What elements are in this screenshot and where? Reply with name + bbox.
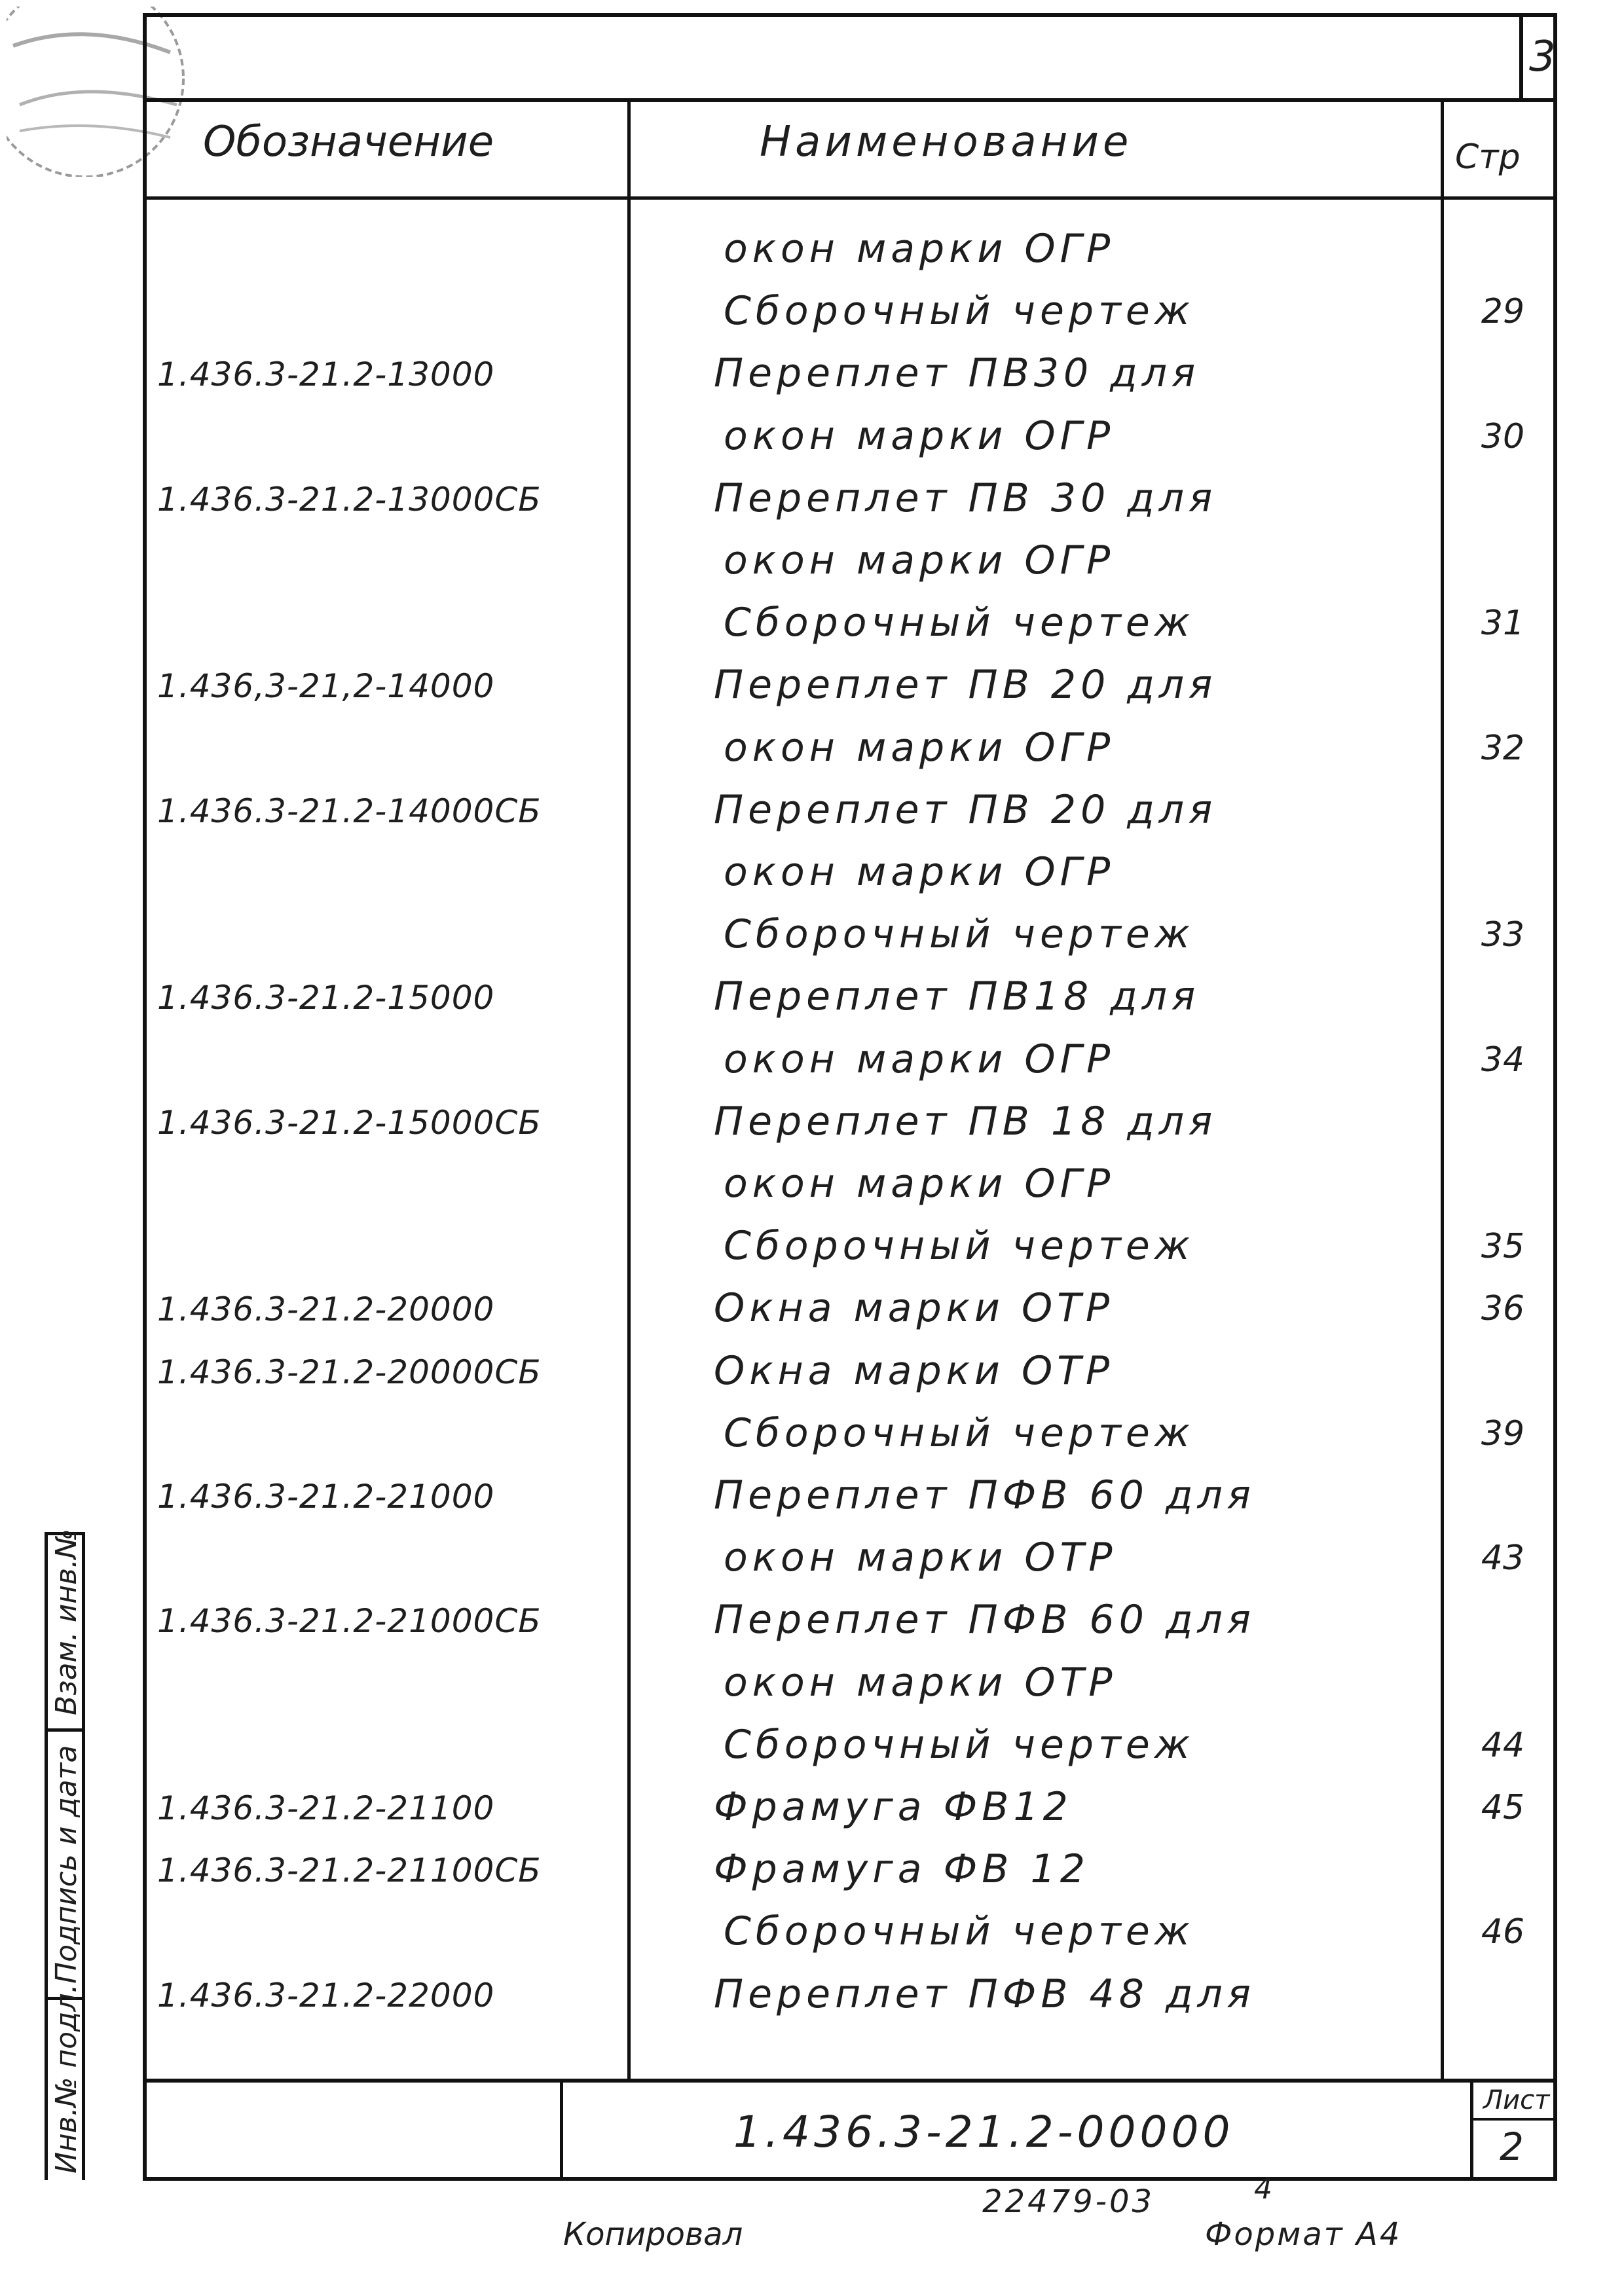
header-page: Стр xyxy=(1455,137,1521,177)
entry-name: Переплет ПВ 30 для xyxy=(714,475,1217,521)
entry-page: 34 xyxy=(1481,1040,1525,1080)
entry-name: окон марки ОГР xyxy=(724,413,1115,459)
title-block-bottom xyxy=(143,2177,1557,2181)
entry-code: 1.436.3-21.2-20000СБ xyxy=(157,1353,542,1391)
entry-code: 1.436.3-21.2-13000СБ xyxy=(157,481,542,519)
entry-page: 36 xyxy=(1481,1289,1525,1328)
entry-code: 1.436.3-21.2-15000 xyxy=(157,979,495,1017)
entry-code: 1.436.3-21.2-14000СБ xyxy=(157,792,542,830)
entry-name: Сборочный чертеж xyxy=(724,600,1194,646)
entry-page: 29 xyxy=(1481,292,1525,331)
corner-stamp xyxy=(7,7,203,177)
entry-name: Переплет ПВ 20 для xyxy=(714,787,1217,833)
entry-page: 43 xyxy=(1481,1539,1525,1578)
entry-name: окон марки ОГР xyxy=(724,538,1115,583)
entry-page: 44 xyxy=(1481,1726,1525,1765)
entry-name: Переплет ПФВ 60 для xyxy=(714,1472,1255,1518)
entry-page: 46 xyxy=(1481,1912,1525,1952)
footer-extra: 4 xyxy=(1254,2172,1272,2206)
footer-order-no: 22479-03 xyxy=(982,2183,1155,2220)
side-div-1 xyxy=(45,1728,85,1732)
entry-name: Сборочный чертеж xyxy=(724,1908,1194,1954)
side-strip-left xyxy=(45,1532,48,2180)
sheet-value: 2 xyxy=(1500,2124,1524,2169)
title-block-sheet-mid xyxy=(1470,2118,1555,2121)
entry-name: Переплет ПВ18 для xyxy=(714,974,1200,1019)
frame-left xyxy=(143,13,147,2082)
entry-name: окон марки ОГР xyxy=(724,849,1115,895)
footer-copied: Копировал xyxy=(563,2216,743,2253)
column-divider-2 xyxy=(1441,98,1444,2082)
entry-code: 1.436.3-21.2-21000СБ xyxy=(157,1602,542,1640)
entry-name: Сборочный чертеж xyxy=(724,1410,1194,1456)
entry-page: 33 xyxy=(1481,915,1525,955)
entry-name: Переплет ПВ30 для xyxy=(714,350,1200,396)
entry-code: 1.436.3-21.2-20000 xyxy=(157,1290,495,1328)
frame-right xyxy=(1553,13,1557,2180)
entry-name: окон марки ОГР xyxy=(724,1161,1115,1207)
entry-name: Переплет ПВ 18 для xyxy=(714,1099,1217,1144)
entry-code: 1.436.3-21.2-21000 xyxy=(157,1478,495,1516)
header-designation: Обозначение xyxy=(203,118,494,166)
entry-name: Окна марки ОТР xyxy=(714,1285,1115,1331)
entry-page: 30 xyxy=(1481,417,1525,456)
entry-name: Сборочный чертеж xyxy=(724,288,1194,334)
entry-name: Сборочный чертеж xyxy=(724,911,1194,957)
entry-name: окон марки ОГР xyxy=(724,1036,1115,1082)
footer-format: Формат А4 xyxy=(1205,2216,1402,2253)
entry-name: Сборочный чертеж xyxy=(724,1722,1194,1768)
entry-page: 31 xyxy=(1481,604,1525,643)
entry-name: Сборочный чертеж xyxy=(724,1223,1194,1269)
sheet-box-bottom xyxy=(143,98,1557,102)
entry-name: Фрамуга ФВ 12 xyxy=(714,1846,1090,1892)
entry-page: 45 xyxy=(1481,1788,1525,1827)
title-block-left xyxy=(143,2079,147,2180)
entry-name: окон марки ОГР xyxy=(724,226,1115,272)
entry-code: 1.436.3-21.2-21100 xyxy=(157,1789,495,1827)
entry-name: окон марки ОТР xyxy=(724,1660,1117,1705)
entry-code: 1.436.3-21.2-22000 xyxy=(157,1977,495,2014)
entry-name: окон марки ОТР xyxy=(724,1535,1117,1580)
entry-name: Окна марки ОТР xyxy=(714,1348,1115,1394)
sheet-label: Лист xyxy=(1483,2085,1550,2115)
header-name: Наименование xyxy=(760,118,1133,166)
title-block-sheet-left xyxy=(1470,2079,1473,2180)
side-label-inv-no: Инв.№ подл. xyxy=(50,1984,83,2174)
entry-name: окон марки ОГР xyxy=(724,725,1115,771)
title-block-div xyxy=(560,2079,563,2180)
side-label-sign-date: Подпись и дата xyxy=(50,1745,83,1984)
sheet-number: 3 xyxy=(1529,33,1556,81)
title-block-top xyxy=(143,2079,1557,2083)
entry-name: Фрамуга ФВ12 xyxy=(714,1784,1073,1830)
entry-page: 39 xyxy=(1481,1414,1525,1453)
entry-name: Переплет ПВ 20 для xyxy=(714,662,1217,708)
sheet-box-left xyxy=(1519,13,1523,98)
entry-code: 1.436.3-21.2-21100СБ xyxy=(157,1851,542,1889)
entry-code: 1.436.3-21.2-13000 xyxy=(157,355,495,393)
entry-name: Переплет ПФВ 48 для xyxy=(714,1971,1255,2017)
entry-code: 1.436.3-21.2-15000СБ xyxy=(157,1104,542,1142)
document-designation: 1.436.3-21.2-00000 xyxy=(733,2107,1234,2157)
entry-code: 1.436,3-21,2-14000 xyxy=(157,667,495,705)
entry-page: 35 xyxy=(1481,1227,1525,1266)
entry-name: Переплет ПФВ 60 для xyxy=(714,1597,1255,1643)
column-divider-1 xyxy=(627,98,631,2082)
header-divider xyxy=(143,196,1557,200)
side-label-replace-inv: Взам. инв.№ xyxy=(50,1529,83,1715)
entry-page: 32 xyxy=(1481,729,1525,768)
frame-top xyxy=(143,13,1557,17)
